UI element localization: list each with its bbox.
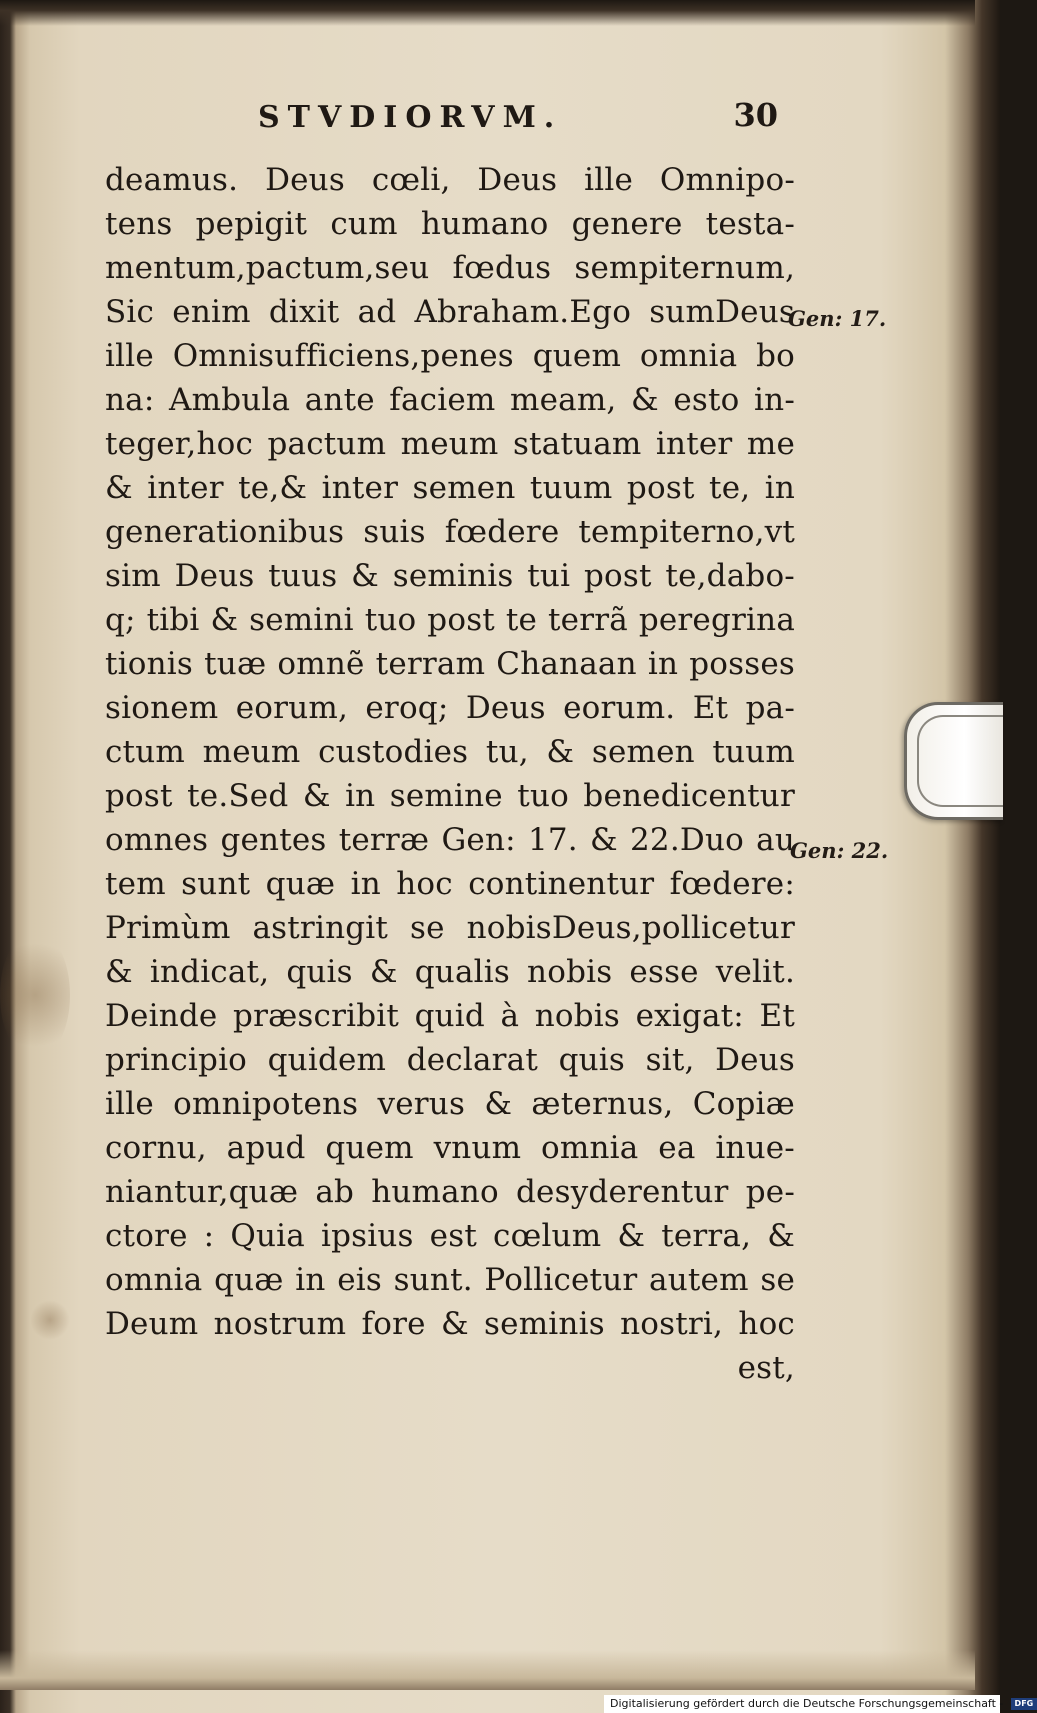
text-line: generationibus suis fœdere tempiterno,vt — [105, 514, 795, 550]
text-line: mentum,pactum,seu fœdus sempiternum, — [105, 250, 795, 286]
text-line: na: Ambula ante faciem meam, & esto in- — [105, 382, 795, 418]
text-line: omnia quæ in eis sunt. Pollicetur autem se — [105, 1262, 795, 1298]
text-line: q; tibi & semini tuo post te terrã peregrina — [105, 602, 795, 638]
page-bottom-edge — [0, 1650, 975, 1690]
text-line: Deinde præscribit quid à nobis exigat: Et — [105, 998, 795, 1034]
text-line: teger,hoc pactum meum statuam inter me — [105, 426, 795, 462]
text-line: ille omnipotens verus & æternus, Copiæ — [105, 1086, 795, 1122]
digitization-footer — [604, 1695, 1034, 1713]
text-line: post te.Sed & in semine tuo benedicentur — [105, 778, 795, 814]
text-line: tens pepigit cum humano genere testa- — [105, 206, 795, 242]
text-line: cornu, apud quem vnum omnia ea inue- — [105, 1130, 795, 1166]
page-clip — [904, 702, 1003, 820]
page-header — [258, 96, 778, 142]
text-line: ctore : Quia ipsius est cœlum & terra, & — [105, 1218, 795, 1254]
margin-note-gen-17: Gen: 17. — [788, 306, 887, 331]
footer-text: Digitalisierung gefördert durch die Deutsche Forschungsgemeinschaft - — [610, 1697, 1004, 1710]
catchword: est, — [737, 1350, 795, 1386]
paper-stain — [30, 1300, 70, 1340]
text-line: omnes gentes terræ Gen: 17. & 22.Duo au — [105, 822, 795, 858]
text-line: ctum meum custodies tu, & semen tuum — [105, 734, 795, 770]
text-line: ille Omnisufficiens,penes quem omnia bo — [105, 338, 795, 374]
body-text — [105, 158, 795, 1390]
margin-note-gen-22: Gen: 22. — [790, 838, 889, 863]
page-top-edge — [0, 0, 975, 26]
text-line: principio quidem declarat quis sit, Deus — [105, 1042, 795, 1078]
running-title: STVDIORVM. — [258, 100, 563, 135]
text-line: tionis tuæ omnẽ terram Chanaan in posses — [105, 646, 795, 682]
text-line: Primùm astringit se nobisDeus,pollicetur — [105, 910, 795, 946]
text-line: sionem eorum, eroq; Deus eorum. Et pa- — [105, 690, 795, 726]
text-line: niantur,quæ ab humano desyderentur pe- — [105, 1174, 795, 1210]
paper-stain — [0, 930, 70, 1060]
text-line: tem sunt quæ in hoc continentur fœdere: — [105, 866, 795, 902]
text-line: Deum nostrum fore & seminis nostri, hoc — [105, 1306, 795, 1342]
text-line: Sic enim dixit ad Abraham.Ego sumDeus — [105, 294, 795, 330]
page-clip-inner — [917, 715, 1003, 807]
dfg-logo-icon: DFG — [1011, 1698, 1037, 1710]
text-line: & inter te,& inter semen tuum post te, in — [105, 470, 795, 506]
page-number: 30 — [733, 96, 778, 134]
text-line: sim Deus tuus & seminis tui post te,dabo- — [105, 558, 795, 594]
text-line: deamus. Deus cœli, Deus ille Omnipo- — [105, 162, 795, 198]
text-line: & indicat, quis & qualis nobis esse velit. — [105, 954, 795, 990]
